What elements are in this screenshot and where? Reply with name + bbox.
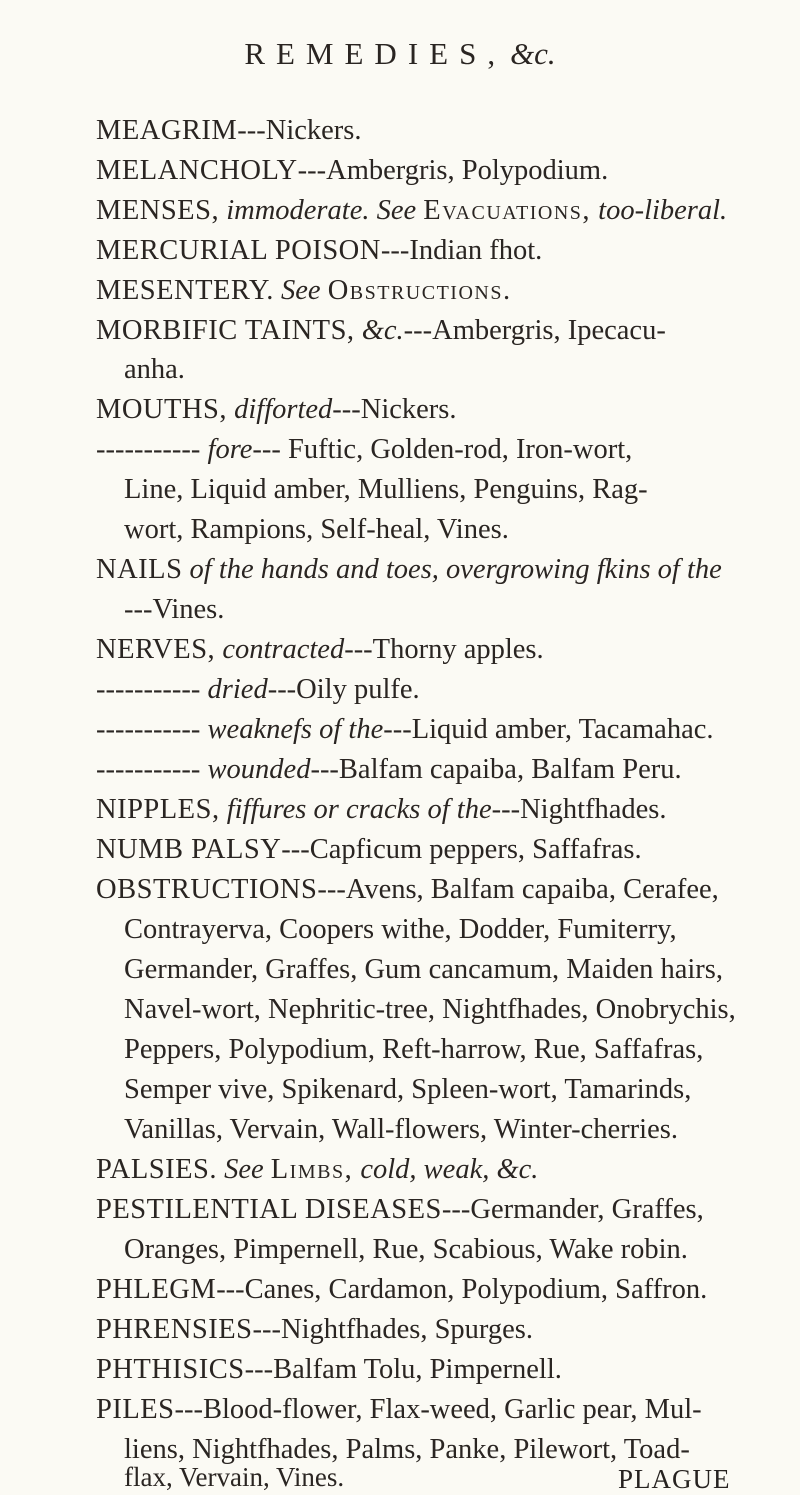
header-title: REMEDIES,	[244, 36, 507, 71]
catchword: PLAGUE	[618, 1464, 731, 1494]
entry-body: ---Blood-flower, Flax-weed, Garlic pear, Mul-	[174, 1394, 702, 1425]
header-etc: &c.	[510, 36, 556, 71]
entry-line	[96, 676, 420, 705]
entry-body: ---Balfam capaiba, Balfam Peru.	[310, 754, 682, 785]
entry-head: NAILS	[96, 554, 183, 585]
entry-line	[96, 277, 512, 306]
entry-line	[96, 796, 667, 825]
entry-body: wort, Rampions, Self-heal, Vines.	[124, 514, 509, 545]
entry-head: MENSES,	[96, 195, 220, 226]
entry-body: --- Fuftic, Golden-rod, Iron-wort,	[252, 434, 633, 465]
entry-head: PILES	[96, 1394, 175, 1425]
entry-body: ---Nickers.	[332, 394, 457, 425]
entry-qualifier: fiffures or cracks of the	[226, 794, 492, 825]
entry-continuation	[124, 1116, 678, 1145]
entry-body: ---Nightfhades.	[491, 794, 667, 825]
entry-line	[96, 1156, 538, 1185]
entry-line	[96, 1276, 707, 1305]
entry-continuation	[124, 1464, 344, 1491]
entry-line	[96, 756, 682, 785]
entry-continuation	[124, 356, 185, 385]
entry-line	[96, 1356, 562, 1385]
entry-body: ---Balfam Tolu, Pimpernell.	[244, 1354, 562, 1385]
entry-head: MOUTHS,	[96, 394, 227, 425]
cross-reference: Limbs,	[270, 1154, 354, 1185]
entry-qualifier: cold, weak, &c.	[360, 1154, 539, 1185]
entry-body: ---Avens, Balfam capaiba, Cerafee,	[317, 874, 719, 905]
entry-continuation	[124, 1236, 688, 1265]
entry-head: NUMB PALSY	[96, 834, 282, 865]
see-reference: See	[224, 1154, 264, 1185]
entry-qualifier: difforted	[234, 394, 333, 425]
entry-line	[96, 157, 608, 186]
entry-qualifier: immoderate.	[226, 195, 370, 226]
entry-body: flax, Vervain, Vines.	[124, 1462, 345, 1492]
entry-body: anha.	[124, 354, 185, 385]
entry-head: OBSTRUCTIONS	[96, 874, 318, 905]
entry-qualifier: of the hands and toes, overgrowing fkins of the	[189, 554, 722, 585]
entry-body: Contrayerva, Coopers withe, Dodder, Fumiterry,	[124, 914, 677, 945]
entry-body: Oranges, Pimpernell, Rue, Scabious, Wake robin.	[124, 1234, 688, 1265]
entry-body: Semper vive, Spikenard, Spleen-wort, Tamarinds,	[124, 1074, 692, 1105]
entry-body: ---Ambergris, Polypodium.	[297, 155, 609, 186]
entry-line	[96, 636, 544, 665]
entry-continuation	[124, 516, 509, 545]
running-header	[200, 36, 600, 72]
entry-body: ---Indian fhot.	[380, 235, 543, 266]
entry-body: ---Ambergris, Ipecacu-	[403, 315, 666, 346]
entry-continuation	[124, 996, 736, 1025]
entry-continuation	[124, 596, 224, 625]
entry-line	[96, 436, 632, 465]
entry-line	[96, 556, 722, 585]
entry-line	[96, 716, 714, 745]
entry-head: MORBIFIC TAINTS,	[96, 315, 355, 346]
ditto-dash: -----------	[96, 714, 201, 745]
ditto-dash: -----------	[96, 674, 201, 705]
entry-body: ---Canes, Cardamon, Polypodium, Saffron.	[216, 1274, 708, 1305]
entry-continuation	[124, 956, 723, 985]
entry-head: PESTILENTIAL DISEASES	[96, 1194, 442, 1225]
entry-line	[96, 317, 666, 346]
entry-head: PHLEGM	[96, 1274, 217, 1305]
entry-qualifier: too-liberal.	[598, 195, 728, 226]
entry-qualifier: weaknefs of the	[207, 714, 384, 745]
entry-body: Line, Liquid amber, Mulliens, Penguins, Rag-	[124, 474, 648, 505]
entry-body: ---Nickers.	[237, 115, 362, 146]
entry-body: Vanillas, Vervain, Wall-flowers, Winter-cherries.	[124, 1114, 678, 1145]
entry-body: ---Vines.	[124, 594, 225, 625]
entry-body: liens, Nightfhades, Palms, Panke, Pilewort, Toad-	[124, 1434, 690, 1465]
entry-head: PHRENSIES	[96, 1314, 253, 1345]
entry-head: NERVES,	[96, 634, 216, 665]
entry-body: ---Nightfhades, Spurges.	[252, 1314, 534, 1345]
entry-body: Germander, Graffes, Gum cancamum, Maiden hairs,	[124, 954, 723, 985]
see-reference: See	[281, 275, 321, 306]
entry-continuation	[124, 1036, 703, 1065]
entry-qualifier: fore	[207, 434, 253, 465]
entry-line	[96, 1316, 533, 1345]
entry-line	[96, 1396, 702, 1425]
entry-head: MERCURIAL POISON	[96, 235, 381, 266]
entry-continuation	[124, 916, 677, 945]
cross-reference: Obstructions.	[327, 275, 512, 306]
entry-continuation	[124, 476, 648, 505]
entry-line	[96, 876, 719, 905]
entry-line	[96, 117, 362, 146]
entry-continuation	[124, 1436, 690, 1465]
entry-body: Peppers, Polypodium, Reft-harrow, Rue, Saffafras,	[124, 1034, 704, 1065]
entry-head: MELANCHOLY	[96, 155, 298, 186]
entry-line	[96, 197, 727, 226]
ditto-dash: -----------	[96, 754, 201, 785]
entry-qualifier: wounded	[207, 754, 311, 785]
entry-line	[96, 1196, 704, 1225]
entry-line	[96, 396, 457, 425]
entry-line	[96, 237, 542, 266]
entry-qualifier: &c.	[361, 315, 404, 346]
entry-head: MEAGRIM	[96, 115, 238, 146]
entry-body: ---Oily pulfe.	[267, 674, 420, 705]
entry-head: NIPPLES,	[96, 794, 220, 825]
entry-head: PHTHISICS	[96, 1354, 245, 1385]
entry-body: ---Thorny apples.	[344, 634, 544, 665]
entry-body: ---Liquid amber, Tacamahac.	[383, 714, 714, 745]
entry-head: PALSIES.	[96, 1154, 217, 1185]
entry-body: Navel-wort, Nephritic-tree, Nightfhades, Onobrychis,	[124, 994, 736, 1025]
entry-continuation	[124, 1076, 691, 1105]
entry-qualifier: contracted	[222, 634, 345, 665]
entry-body: ---Germander, Graffes,	[441, 1194, 704, 1225]
entry-qualifier: dried	[207, 674, 268, 705]
see-reference: See	[376, 195, 417, 226]
cross-reference: Evacuations,	[423, 195, 592, 226]
entry-line	[96, 836, 642, 865]
entry-body: ---Capficum peppers, Saffafras.	[281, 834, 642, 865]
ditto-dash: -----------	[96, 434, 201, 465]
entry-head: MESENTERY.	[96, 275, 274, 306]
